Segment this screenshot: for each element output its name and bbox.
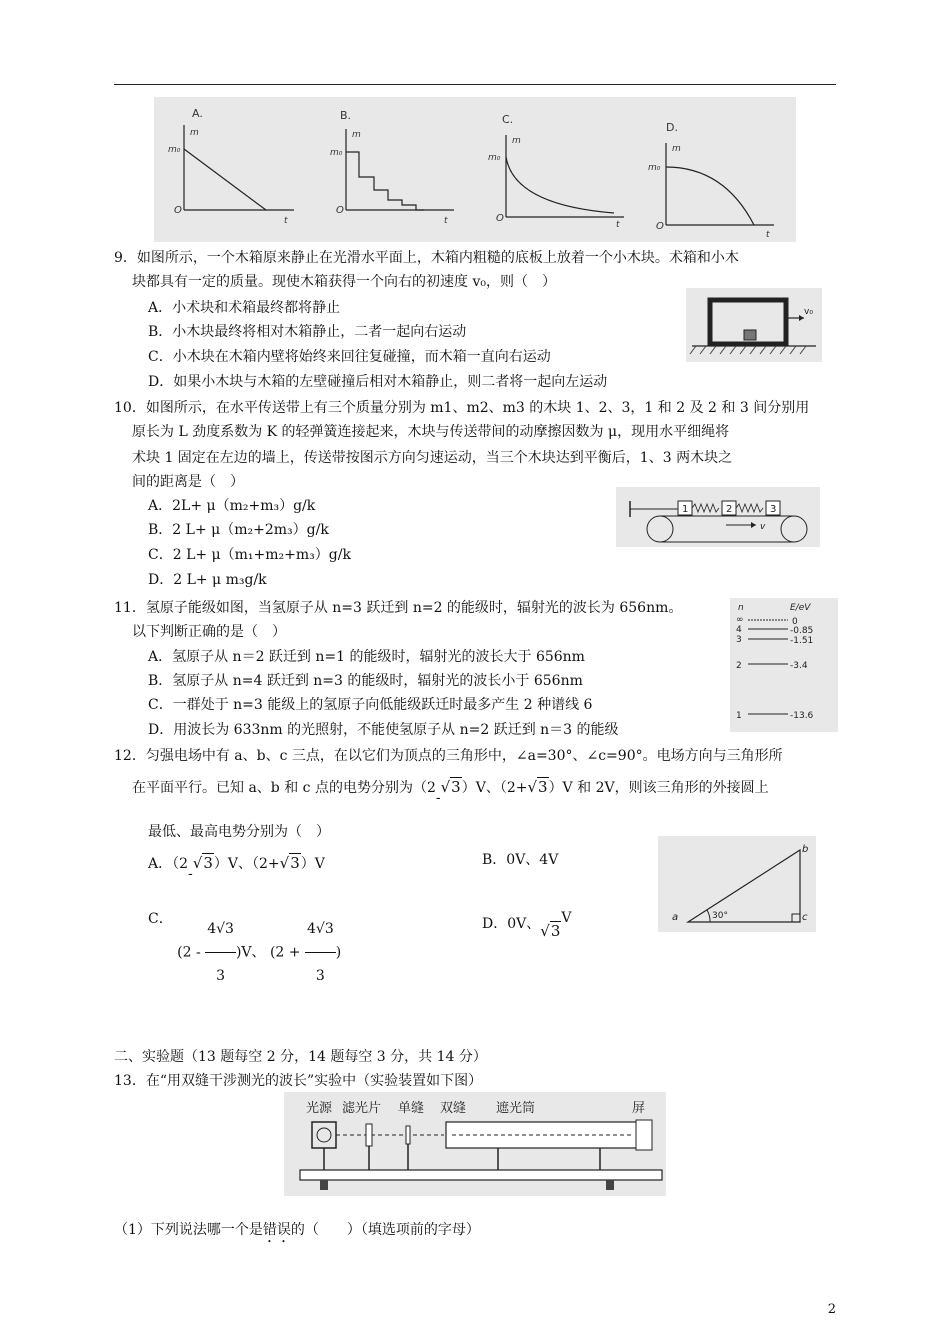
q10-block-2: 2	[726, 504, 733, 515]
q11-option-c: C．一群处于 n=3 能级上的氢原子向低能级跃迁时最多产生 2 种谱线 6	[148, 697, 593, 713]
svg-text:t: t	[766, 230, 770, 240]
q9-option-d: D．如果小木块与木箱的左壁碰撞后相对木箱静止，则二者将一起向左运动	[148, 374, 608, 390]
svg-text:3: 3	[736, 635, 742, 645]
label-single-slit: 单缝	[398, 1101, 425, 1116]
q11-option-d: D．用波长为 633nm 的光照射，不能使氢原子从 n=2 跃迁到 n＝3 的能级	[148, 722, 619, 738]
svg-text:m: m	[190, 128, 199, 138]
q12-option-c: C． (2 - $\frac{4√3}{3}$ )V、 (2 + $\frac{4√3}{3}$ )	[148, 906, 341, 999]
q10-stem-line3: 术块 1 固定在左边的墙上，传送带按图示方向匀速运动，当三个木块达到平衡后，1、3 两木块之	[132, 450, 733, 466]
q9-option-b: B．小木块最终将相对木箱静止，二者一起向右运动	[148, 324, 467, 340]
q13-sub1: （1）下列说法哪一个是错误的（ ）（填选项前的字母）	[114, 1222, 480, 1238]
label-light-source: 光源	[306, 1101, 333, 1116]
svg-text:1: 1	[736, 711, 742, 721]
svg-text:O: O	[496, 213, 504, 224]
graph-b	[330, 109, 454, 226]
emphasis-wrong: 错误	[262, 1222, 291, 1238]
q12-option-b: B．0V、4V	[482, 852, 559, 868]
q13-apparatus-figure	[284, 1092, 666, 1196]
q11-stem-line1: 11．氢原子能级如图，当氢原子从 n=3 跃迁到 n=2 的能级时，辐射光的波长为 656nm。	[114, 600, 683, 616]
graph-a-label: A.	[192, 107, 203, 120]
svg-text:2: 2	[736, 661, 742, 671]
q12-option-d: D．0V、√3V	[482, 910, 571, 937]
svg-text:B.: B.	[340, 109, 352, 122]
q12-vertex-c: c	[802, 912, 808, 923]
q12-stem-line1: 12．匀强电场中有 a、b、c 三点，在以它们为顶点的三角形中，∠a=30°、∠c=90°。电场方向与三角形所	[114, 748, 783, 764]
graph-c-curve	[506, 157, 614, 213]
svg-text:-13.6: -13.6	[790, 711, 814, 721]
svg-text:-3.4: -3.4	[790, 661, 808, 671]
svg-text:D.: D.	[666, 121, 678, 134]
svg-text:C.: C.	[502, 113, 514, 126]
q9-stem-line2: 块都具有一定的质量。现使木箱获得一个向右的初速度 v₀，则（ ）	[132, 274, 556, 290]
fraction-4sqrt3-over-3: $\frac{4√3}{3}$	[205, 906, 236, 999]
q12-triangle-svg	[658, 836, 816, 932]
q10-conveyor-svg	[616, 487, 820, 547]
svg-text:m: m	[352, 130, 361, 140]
svg-text:O: O	[656, 221, 664, 232]
svg-text:t: t	[284, 216, 288, 226]
q9-option-a: A．小术块和术箱最终都将静止	[148, 300, 341, 316]
q12-stem-line3: 最低、最高电势分别为（ ）	[148, 824, 330, 840]
q9-stem-line1: 9．如图所示，一个木箱原来静止在光滑水平面上，木箱内粗糙的底板上放着一个小木块。术箱和小木	[114, 250, 739, 266]
svg-text:-0.85: -0.85	[790, 626, 814, 636]
q10-block-1: 1	[682, 504, 689, 515]
sqrt-3: √3	[279, 854, 300, 872]
mass-time-graphs-figure	[154, 97, 796, 242]
q10-velocity-label: v	[760, 522, 766, 532]
label-screen: 屏	[632, 1101, 646, 1116]
graph-d-curve	[666, 167, 754, 225]
q11-option-a: A．氢原子从 n＝2 跃迁到 n=1 的能级时，辐射光的波长大于 656nm	[148, 649, 585, 665]
svg-text:m₀: m₀	[330, 148, 343, 158]
q10-option-a: A．2L+ μ（m₂+m₃）g/k	[148, 498, 316, 514]
q10-option-c: C．2 L+ μ（m₁+m₂+m₃）g/k	[148, 547, 351, 563]
q13-apparatus-svg	[284, 1092, 666, 1196]
q12-triangle-figure	[658, 836, 816, 932]
svg-text:m: m	[512, 136, 521, 146]
q11-stem-line2: 以下判断正确的是（ ）	[132, 624, 286, 640]
svg-text:O: O	[336, 205, 344, 216]
q12-vertex-b: b	[802, 844, 809, 855]
fraction-4sqrt3-over-3: $\frac{4√3}{3}$	[305, 906, 336, 999]
label-tube: 遮光筒	[496, 1101, 536, 1116]
q11-e-header: E/eV	[790, 603, 811, 613]
sqrt-3: √3	[440, 778, 461, 796]
q10-option-d: D．2 L+ μ m₃g/k	[148, 572, 267, 588]
q11-n-header: n	[738, 603, 744, 613]
q12-stem-line2: 在平面平行。已知 a、b 和 c 点的电势分别为（2-√3）V、（2+√3）V 和 2V，则该三角形的外接圆上	[132, 774, 769, 801]
svg-text:m₀: m₀	[168, 145, 181, 155]
q9-option-c: C．小木块在木箱内壁将始终来回往复碰撞，而木箱一直向右运动	[148, 349, 551, 365]
svg-text:-1.51: -1.51	[790, 636, 814, 646]
q9-box-figure	[686, 288, 822, 362]
graph-a-line	[184, 149, 266, 210]
q12-vertex-a: a	[672, 912, 679, 923]
q11-energy-level-svg	[730, 598, 838, 732]
label-double-slit: 双缝	[440, 1101, 467, 1116]
svg-text:m₀: m₀	[648, 163, 661, 173]
svg-text:4: 4	[736, 625, 742, 635]
section-2-heading: 二、实验题（13 题每空 2 分，14 题每空 3 分，共 14 分）	[114, 1049, 487, 1065]
sqrt-3: √3	[192, 854, 213, 872]
q10-option-b: B．2 L+ μ（m₂+2m₃）g/k	[148, 522, 329, 538]
sqrt-3: √3	[527, 778, 548, 796]
graph-c	[488, 113, 624, 230]
q10-conveyor-figure	[616, 487, 820, 547]
q10-stem-line4: 间的距离是（ ）	[132, 474, 244, 490]
q11-option-b: B．氢原子从 n=4 跃迁到 n=3 的能级时，辐射光的波长小于 656nm	[148, 673, 583, 689]
svg-text:m: m	[672, 144, 681, 154]
q10-block-3: 3	[770, 504, 777, 515]
sqrt-3: √3	[540, 922, 561, 940]
graph-d	[648, 121, 774, 240]
label-filter: 滤光片	[342, 1101, 382, 1116]
graph-a	[168, 107, 294, 226]
svg-text:t: t	[444, 216, 448, 226]
svg-text:m₀: m₀	[488, 153, 501, 163]
q10-stem-line1: 10．如图所示，在水平传送带上有三个质量分别为 m1、m2、m3 的木块 1、2、3，1 和 2 及 2 和 3 间分别用	[114, 400, 810, 416]
q10-stem-line2: 原长为 L 劲度系数为 K 的轻弹簧连接起来，木块与传送带间的动摩擦因数为 μ，现用水平细绳将	[132, 424, 730, 440]
svg-text:O: O	[174, 205, 182, 216]
header-rule	[114, 84, 836, 85]
q9-box-svg	[686, 288, 822, 362]
q12-angle-label: 30°	[712, 911, 728, 921]
q11-energy-level-figure	[730, 598, 838, 732]
q12-option-a: A．（2-√3）V、（2+√3）V	[148, 850, 325, 877]
svg-text:0: 0	[792, 617, 798, 627]
graphs-svg	[154, 97, 796, 242]
page-number: 2	[827, 1302, 836, 1317]
graph-b-steps	[346, 152, 424, 210]
q13-stem: 13．在“用双缝干涉测光的波长”实验中（实验装置如下图）	[114, 1073, 483, 1089]
svg-text:∞: ∞	[736, 615, 744, 625]
q9-velocity-label: v₀	[804, 307, 813, 317]
svg-text:t: t	[616, 220, 620, 230]
